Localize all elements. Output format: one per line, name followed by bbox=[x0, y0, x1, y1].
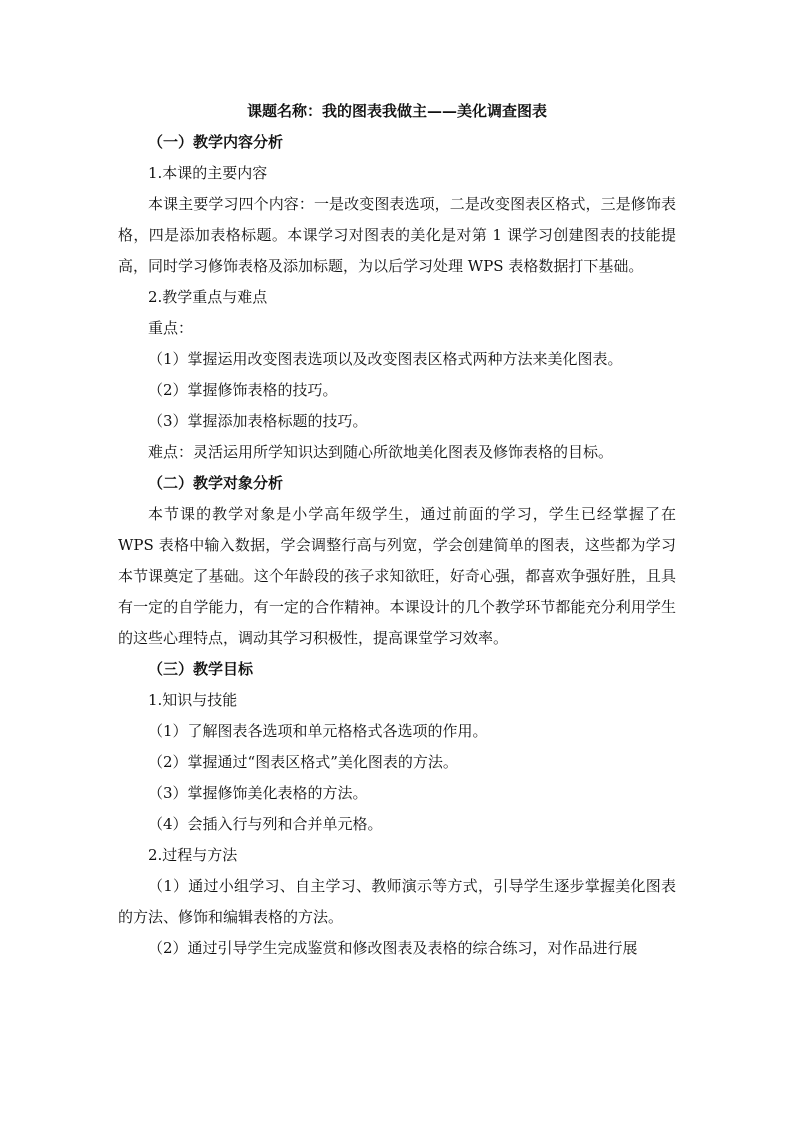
section2-paragraph: 本节课的教学对象是小学高年级学生，通过前面的学习，学生已经掌握了在 WPS 表格中输入数据，学会调整行高与列宽，学会创建简单的图表，这些都为学习本节课奠定了基础。这个年龄段的孩子求知欲旺，好奇心强，都喜欢争强好胜，且具有一定的自学能力，有一定的合作精神。本课设计的几个教学环节都能充分利用学生的这些心理特点，调动其学习积极性，提高课堂学习效率。 bbox=[118, 505, 676, 647]
difficulty-text: 难点：灵活运用所学知识达到随心所欲地美化图表及修饰表格的目标。 bbox=[148, 443, 614, 461]
key-point-item: （1）掌握运用改变图表选项以及改变图表区格式两种方法来美化图表。 bbox=[148, 350, 623, 368]
key-points-label: 重点： bbox=[148, 319, 194, 337]
key-point-item: （3）掌握添加表格标题的技巧。 bbox=[148, 412, 368, 430]
objective-item: （3）掌握修饰美化表格的方法。 bbox=[148, 784, 368, 802]
objective-item: （4）会插入行与列和合并单元格。 bbox=[148, 815, 383, 833]
section1-paragraph-1: 本课主要学习四个内容：一是改变图表选项，二是改变图表区格式，三是修饰表格，四是添加表格标题。本课学习对图表的美化是对第 1 课学习创建图表的技能提高，同时学习修饰表格及添加标题，为以后学习处理 WPS 表格数据打下基础。 bbox=[118, 195, 676, 275]
section3-subheading-1: 1.知识与技能 bbox=[148, 691, 238, 709]
lesson-title: 课题名称：我的图表我做主——美化调查图表 bbox=[246, 102, 547, 120]
key-point-item: （2）掌握修饰表格的技巧。 bbox=[148, 381, 338, 399]
section1-heading: （一）教学内容分析 bbox=[148, 133, 284, 151]
document-page bbox=[118, 96, 676, 964]
objective-item: （2）掌握通过“图表区格式”美化图表的方法。 bbox=[148, 753, 458, 771]
section3-heading: （三）教学目标 bbox=[148, 660, 254, 678]
section2-heading: （二）教学对象分析 bbox=[148, 474, 284, 492]
method-item: （2）通过引导学生完成鉴赏和修改图表及表格的综合练习，对作品进行展 bbox=[148, 939, 638, 957]
method-item: （1）通过小组学习、自主学习、教师演示等方式，引导学生逐步掌握美化图表的方法、修饰和编辑表格的方法。 bbox=[118, 877, 676, 926]
section3-subheading-2: 2.过程与方法 bbox=[148, 846, 238, 864]
section1-subheading-2: 2.教学重点与难点 bbox=[148, 288, 268, 306]
section1-subheading-1: 1.本课的主要内容 bbox=[148, 164, 268, 182]
objective-item: （1）了解图表各选项和单元格格式各选项的作用。 bbox=[148, 722, 488, 740]
